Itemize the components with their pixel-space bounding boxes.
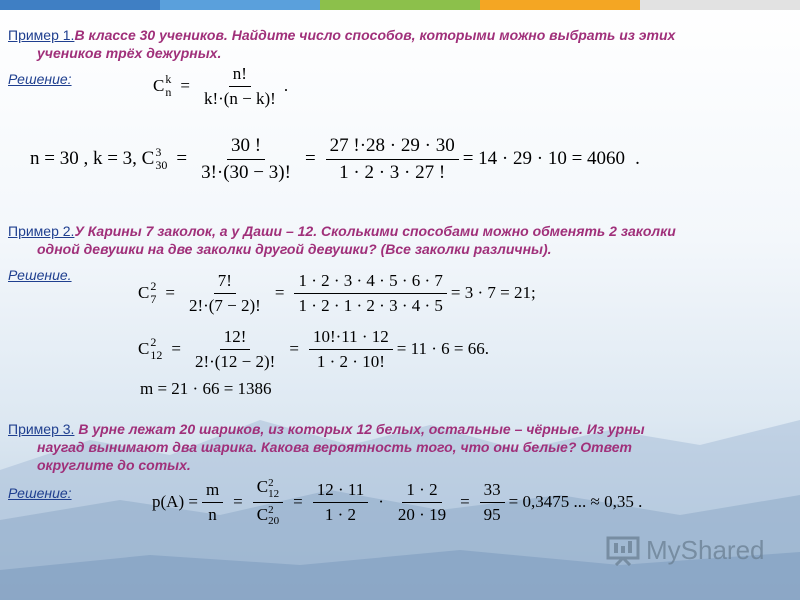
combo-sup: 3	[155, 145, 162, 159]
example-3-question-line: В урне лежат 20 шариков, из которых 12 белых, остальные – чёрные. Из урны	[78, 421, 645, 437]
equals-sign: =	[304, 148, 316, 169]
fraction-numerator: 27 !·28 · 29 · 30	[326, 135, 459, 160]
combination-symbol	[138, 336, 162, 362]
fraction-denominator: 3!·(30 − 3)!	[201, 161, 291, 183]
equals-sign: =	[460, 492, 470, 511]
fraction-denominator: n	[208, 504, 217, 524]
combo-sub: 7	[150, 292, 157, 306]
fraction-numerator: 1 · 2	[402, 480, 441, 503]
example-3-question	[8, 420, 788, 474]
combo-letter: C	[138, 283, 150, 302]
calc-end: .	[635, 148, 640, 169]
fraction-numerator: 12 · 11	[313, 480, 369, 503]
calc-prefix: n = 30 , k = 3, C	[30, 148, 155, 169]
fraction	[202, 480, 223, 525]
example-3-solution-label: Решение:	[8, 485, 72, 501]
example-2-line-2	[135, 324, 489, 374]
example-1-solution-label: Решение:	[8, 71, 72, 87]
example-3-lead: Пример 3.	[8, 421, 75, 437]
example-2-question-line: одной девушки на две заколки другой девушки? (Все заколки различны).	[37, 241, 552, 257]
presentation-board-icon	[606, 536, 640, 566]
combo-sub: 12	[150, 348, 163, 362]
example-1-lead: Пример 1.	[8, 27, 75, 43]
multiply-sign: ·	[378, 492, 384, 511]
calc-result: = 3 · 7 = 21;	[450, 283, 536, 302]
fraction	[253, 477, 283, 526]
combo-sup: 2	[150, 279, 157, 293]
example-1-question-line: В классе 30 учеников. Найдите число способов, которыми можно выбрать из этих	[74, 27, 676, 43]
fraction-denominator: C 2 20	[256, 503, 280, 527]
combo-sub: 20	[268, 514, 280, 527]
fraction-denominator: 95	[483, 504, 501, 524]
fraction-numerator: 1 · 2 · 3 · 4 · 5 · 6 · 7	[294, 271, 446, 294]
combination-symbol	[153, 73, 171, 99]
combo-sup: 2	[268, 476, 274, 489]
example-2-question-line: У Карины 7 заколок, а у Даши – 12. Сколькими способами можно обменять 2 заколки	[74, 223, 676, 239]
combination-formula	[150, 64, 288, 108]
fraction-denominator: 20 · 19	[397, 504, 447, 524]
equals-sign: =	[233, 492, 243, 511]
equals-sign: =	[171, 339, 181, 358]
fraction-denominator: 2!·(12 − 2)!	[194, 351, 276, 371]
fraction	[185, 271, 265, 316]
fraction-numerator: 10!·11 · 12	[309, 327, 393, 350]
combo-sub: 30	[155, 158, 168, 172]
equals-sign: =	[176, 148, 188, 169]
fraction	[313, 480, 369, 525]
fraction	[394, 480, 450, 525]
equals-sign: =	[293, 492, 303, 511]
fraction-numerator: 30 !	[227, 135, 265, 160]
fraction-denominator: 1 · 2 · 1 · 2 · 3 · 4 · 5	[298, 295, 443, 315]
example-1-question	[8, 26, 788, 62]
combo-sup: 2	[150, 335, 157, 349]
example-2-line-1	[135, 268, 536, 318]
fraction	[200, 64, 280, 109]
myshared-logo	[606, 535, 765, 566]
combo-sup: 2	[268, 503, 274, 516]
fraction-numerator: 33	[480, 480, 505, 503]
combo-sub: 12	[268, 487, 280, 500]
combo-sub: n	[165, 85, 172, 99]
calc-result: m = 21 · 66 = 1386	[140, 379, 272, 398]
fraction	[191, 327, 279, 372]
example-2-line-3	[140, 378, 272, 400]
formula-end: .	[283, 76, 289, 95]
combo-letter: C	[153, 76, 165, 95]
calc-result: = 11 · 6 = 66.	[396, 339, 490, 358]
fraction-numerator: m	[202, 480, 223, 503]
example-2-question	[8, 222, 788, 258]
logo-text: MyShared	[646, 535, 765, 565]
fraction	[197, 135, 295, 184]
example-3-question-line: округлите до сотых.	[37, 457, 191, 473]
fraction-denominator: 2!·(7 − 2)!	[188, 295, 261, 315]
example-2-solution-label: Решение.	[8, 267, 72, 283]
fraction-numerator: 7!	[214, 271, 236, 294]
combo-sup: k	[165, 72, 172, 86]
calc-prefix: p(A) =	[152, 492, 198, 511]
equals-sign: =	[165, 283, 175, 302]
fraction	[326, 135, 459, 184]
fraction-denominator: 1 · 2 · 10!	[316, 351, 385, 371]
equals-sign: =	[274, 283, 285, 302]
equals-sign: =	[289, 339, 299, 358]
fraction	[294, 271, 446, 316]
example-2-lead: Пример 2.	[8, 223, 75, 239]
equals-sign: =	[180, 76, 190, 95]
combination-symbol	[138, 280, 156, 306]
combo-letter: C	[138, 339, 150, 358]
fraction-denominator: 1 · 2 · 3 · 27 !	[339, 161, 446, 183]
fraction-denominator: k!·(n − k)!	[203, 88, 276, 108]
calc-result: = 14 · 29 · 10 = 4060	[462, 148, 626, 169]
fraction-numerator: n!	[229, 64, 251, 87]
fraction-numerator: 12!	[220, 327, 251, 350]
example-3-question-line: наугад вынимают два шарика. Какова вероятность того, что они белые? Ответ	[37, 439, 632, 455]
example-1-question-line: учеников трёх дежурных.	[37, 45, 222, 61]
combination-indices	[154, 146, 167, 172]
example-1-calculation	[30, 132, 640, 186]
fraction-numerator: C 2 12	[253, 477, 283, 502]
calc-result: = 0,3475 ... ≈ 0,35 .	[508, 492, 643, 511]
fraction-denominator: 1 · 2	[324, 504, 357, 524]
example-3-calculation	[152, 474, 642, 530]
fraction	[309, 327, 393, 372]
fraction	[480, 480, 505, 525]
